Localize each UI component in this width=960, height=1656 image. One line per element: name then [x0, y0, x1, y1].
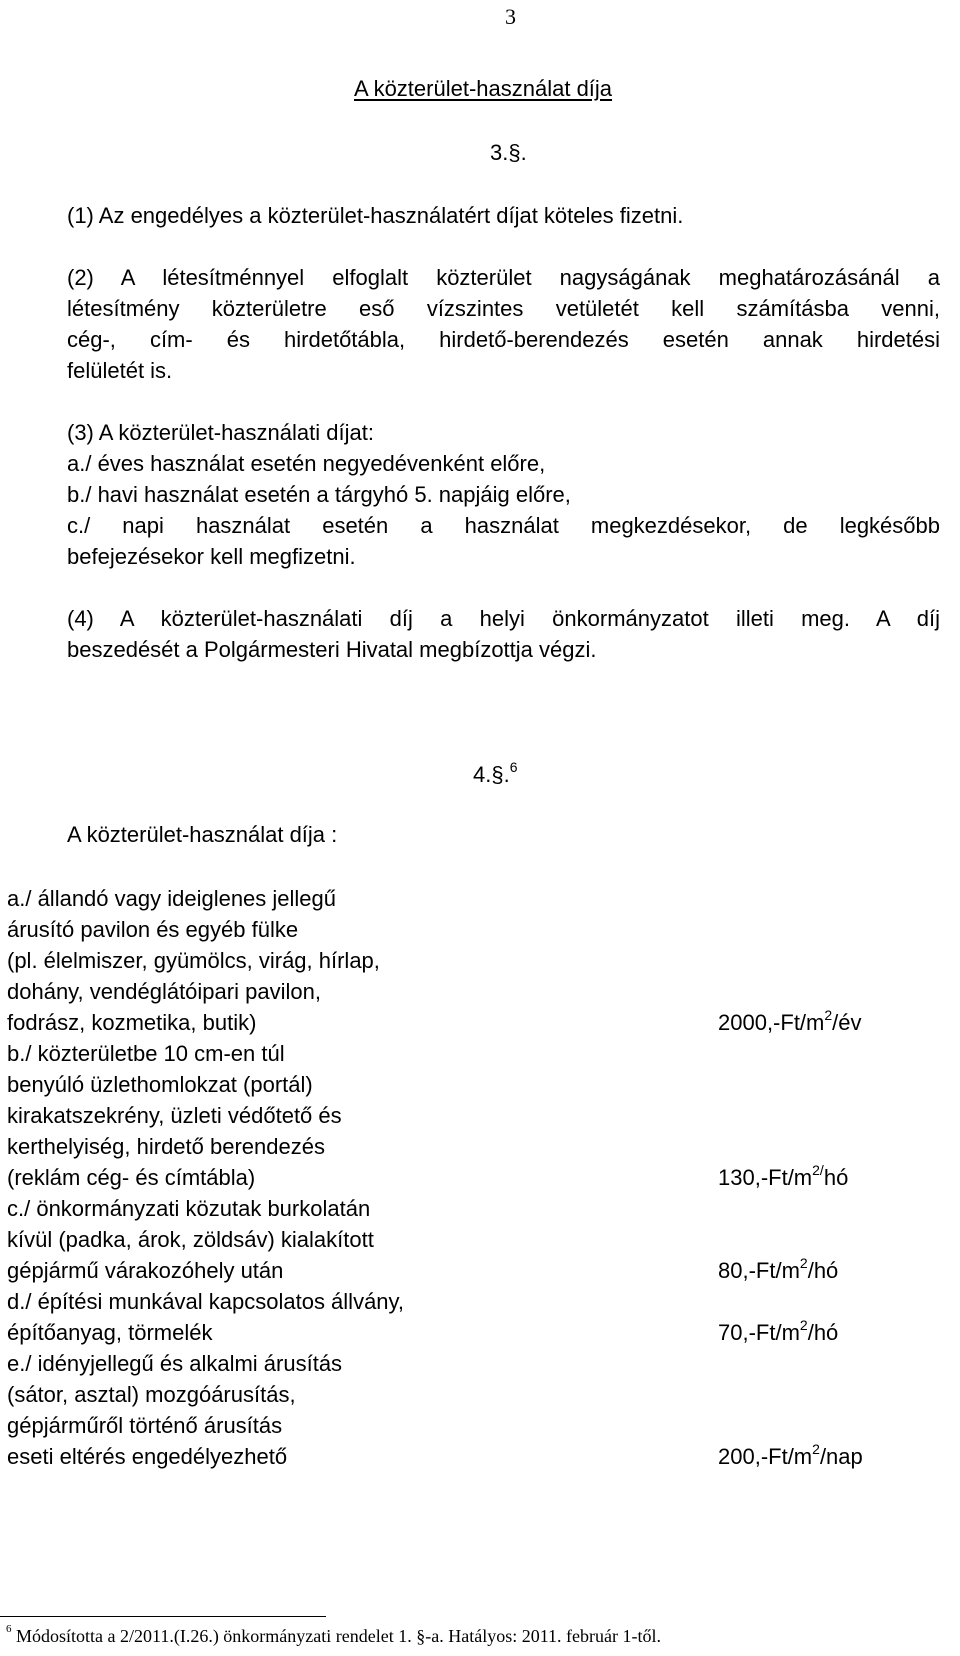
- fee-amount: $70,-Ft/m^2/hó$: [718, 1316, 839, 1345]
- page-number: 3: [505, 4, 516, 29]
- paragraph-3-line: (3) A közterület-használati díjat:: [67, 420, 374, 445]
- fee-description-line: (reklám cég- és címtábla): [7, 1165, 256, 1190]
- fee-description-line: építőanyag, törmelék: [7, 1320, 213, 1345]
- footnote-reference: 6: [509, 758, 518, 775]
- paragraph-3-line: a./ éves használat esetén negyedévenként előre,: [67, 451, 546, 476]
- paragraph-1: (1) Az engedélyes a közterület-használatért díjat köteles fizetni.: [67, 203, 684, 228]
- paragraph-sign-4: [473, 758, 518, 788]
- footnote-divider: [0, 1616, 326, 1617]
- paragraph-3-line: b./ havi használat esetén a tárgyhó 5. napjáig előre,: [67, 482, 571, 507]
- paragraph-3-line: befejezésekor kell megfizetni.: [67, 544, 356, 569]
- fee-description-line: benyúló üzlethomlokzat (portál): [7, 1072, 313, 1097]
- fee-description-line: c./ önkormányzati közutak burkolatán: [7, 1196, 371, 1221]
- fee-description-line: gépjármű várakozóhely után: [7, 1258, 284, 1283]
- paragraph-2-line: cég-, cím- és hirdetőtábla, hirdető-berendezés esetén annak hirdetési: [67, 327, 940, 352]
- paragraph-4-line: (4) A közterület-használati díj a helyi önkormányzatot illeti meg. A díj: [67, 606, 940, 631]
- paragraph-4-line: beszedését a Polgármesteri Hivatal megbízottja végzi.: [67, 637, 597, 662]
- footnote-text: Módosította a 2/2011.(I.26.) önkormányzati rendelet 1. §-a. Hatályos: 2011. február 1-től.: [11, 1626, 661, 1646]
- fee-description-line: (sátor, asztal) mozgóárusítás,: [7, 1382, 296, 1407]
- fee-description-line: e./ idényjellegű és alkalmi árusítás: [7, 1351, 343, 1376]
- fee-description-line: b./ közterületbe 10 cm-en túl: [7, 1041, 285, 1066]
- paragraph-2-line: felületét is.: [67, 358, 173, 383]
- paragraph-2-line: létesítmény közterületre eső vízszintes vetületét kell számításba venni,: [67, 296, 940, 321]
- paragraph-3-line: c./ napi használat esetén a használat megkezdésekor, de legkésőbb: [67, 513, 940, 538]
- fee-heading: A közterület-használat díja :: [67, 822, 338, 847]
- section-title: A közterület-használat díja: [354, 76, 613, 101]
- paragraph-2-line: (2) A létesítménnyel elfoglalt közterület nagyságának meghatározásánál a: [67, 265, 940, 290]
- fee-amount: $80,-Ft/m^2/hó$: [718, 1254, 839, 1283]
- fee-amount: $2000,-Ft/m^2/év$: [718, 1006, 862, 1035]
- fee-description-line: eseti eltérés engedélyezhető: [7, 1444, 288, 1469]
- paragraph-sign-3: 3.§.: [490, 140, 527, 165]
- footnote: [6, 1623, 661, 1647]
- fee-description-line: fodrász, kozmetika, butik): [7, 1010, 257, 1035]
- fee-amount: $200,-Ft/m^2$/nap: [718, 1440, 863, 1469]
- fee-description-line: árusító pavilon és egyéb fülke: [7, 917, 299, 942]
- fee-description-line: dohány, vendéglátóipari pavilon,: [7, 979, 321, 1004]
- fee-description-line: kirakatszekrény, üzleti védőtető és: [7, 1103, 342, 1128]
- fee-amount: $130,-Ft/m^{2/}hó$: [718, 1161, 849, 1190]
- fee-description-line: d./ építési munkával kapcsolatos állvány,: [7, 1289, 405, 1314]
- paragraph-sign-4-text: 4.§.: [473, 762, 510, 787]
- fee-description-line: kívül (padka, árok, zöldsáv) kialakított: [7, 1227, 374, 1252]
- fee-description-line: (pl. élelmiszer, gyümölcs, virág, hírlap,: [7, 948, 380, 973]
- fee-description-line: gépjárműről történő árusítás: [7, 1413, 283, 1438]
- footnote-number: 6: [6, 1623, 12, 1635]
- fee-description-line: a./ állandó vagy ideiglenes jellegű: [7, 886, 337, 911]
- fee-description-line: kerthelyiség, hirdető berendezés: [7, 1134, 325, 1159]
